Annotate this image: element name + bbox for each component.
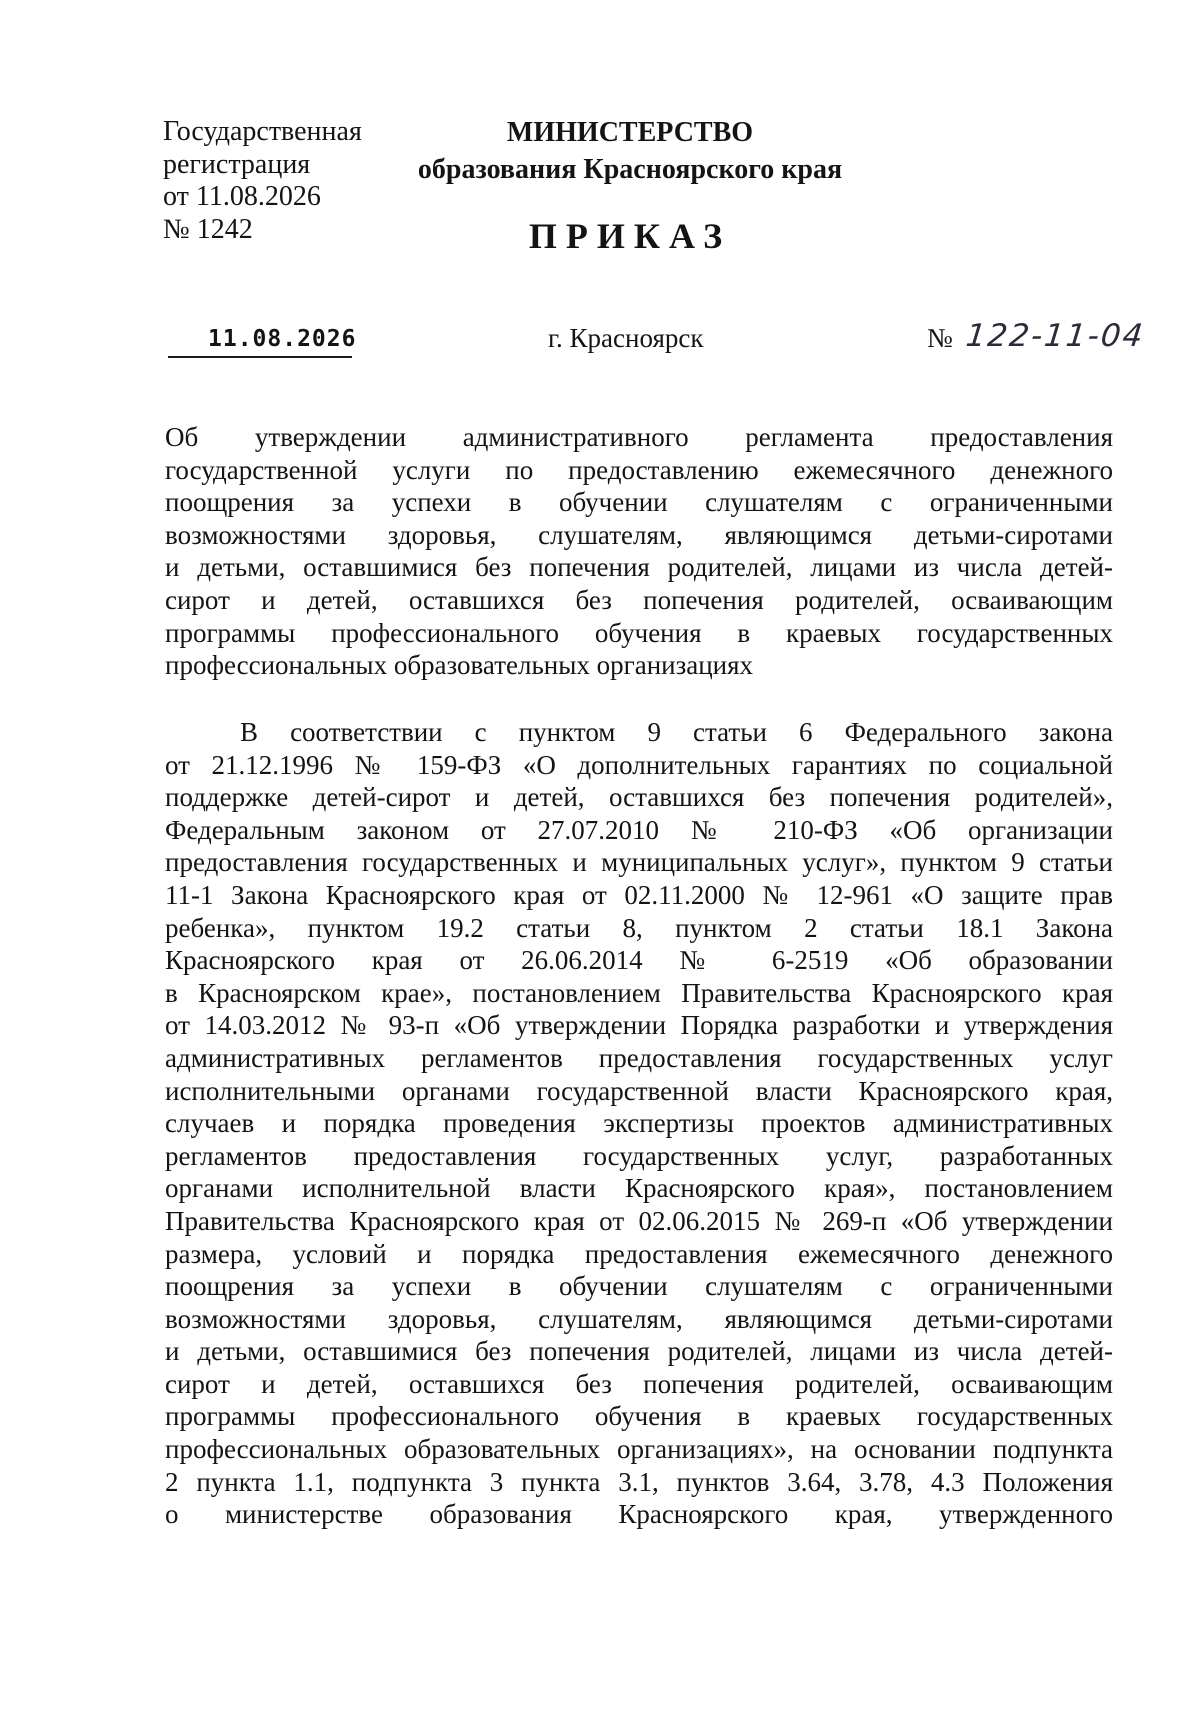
order-body bbox=[165, 716, 1113, 1531]
body-line: возможностями здоровья, слушателям, являющимся детьми-сиротами bbox=[165, 1303, 1113, 1334]
body-line: ребенка», пунктом 19.2 статьи 8, пунктом 2 статьи 18.1 Закона bbox=[165, 912, 1113, 943]
city: г. Красноярск bbox=[548, 323, 704, 353]
order-title: ПРИКАЗ bbox=[528, 216, 732, 256]
registration-line: регистрация bbox=[163, 148, 311, 180]
body-line: исполнительными органами государственной власти Красноярского края, bbox=[165, 1075, 1113, 1106]
body-line: о министерстве образования Красноярского края, утвержденного bbox=[165, 1499, 1113, 1530]
registration-block bbox=[163, 116, 362, 246]
body-line: Правительства Красноярского края от 02.06.2015 № 269-п «Об утверждении bbox=[165, 1205, 1113, 1236]
body-line: Федеральным законом от 27.07.2010 № 210-ФЗ «Об организации bbox=[165, 814, 1113, 845]
subject-line: сирот и детей, оставшихся без попечения родителей, осваивающим bbox=[165, 584, 1113, 615]
ministry-heading bbox=[400, 114, 860, 188]
order-subject bbox=[165, 421, 1113, 682]
subject-line: Об утверждении административного регламента предоставления bbox=[165, 422, 1113, 452]
subject-line: возможностями здоровья, слушателям, являющимся детьми-сиротами bbox=[165, 519, 1113, 550]
registration-number: № 1242 bbox=[163, 213, 253, 245]
body-line: поощрения за успехи в обучении слушателям с ограниченными bbox=[165, 1271, 1113, 1302]
body-line: административных регламентов предоставления государственных услуг bbox=[165, 1042, 1113, 1073]
date-field bbox=[168, 326, 357, 358]
ministry-subtitle: образования Красноярского края bbox=[417, 154, 843, 185]
body-line: регламентов предоставления государственных услуг, разработанных bbox=[165, 1140, 1113, 1171]
subject-line: профессиональных образовательных организациях bbox=[165, 650, 754, 681]
registration-date: от 11.08.2026 bbox=[163, 181, 321, 212]
body-line: в Красноярском крае», постановлением Правительства Красноярского края bbox=[165, 977, 1113, 1008]
body-line: от 21.12.1996 № 159-ФЗ «О дополнительных гарантиях по социальной bbox=[165, 749, 1113, 780]
body-line: Красноярского края от 26.06.2014 № 6-2519 «Об образовании bbox=[165, 945, 1113, 976]
order-date-stamp: 11.08.2026 bbox=[208, 326, 357, 352]
subject-line: государственной услуги по предоставлению ежемесячного денежного bbox=[165, 454, 1113, 485]
body-line: размера, условий и порядка предоставления ежемесячного денежного bbox=[165, 1238, 1113, 1269]
order-number-label: № bbox=[927, 323, 953, 353]
body-line: 2 пункта 1.1, подпункта 3 пункта 3.1, пунктов 3.64, 3.78, 4.3 Положения bbox=[165, 1466, 1113, 1497]
body-line: сирот и детей, оставшихся без попечения родителей, осваивающим bbox=[165, 1368, 1113, 1399]
subject-line: и детьми, оставшимися без попечения родителей, лицами из числа детей- bbox=[165, 552, 1113, 583]
ministry-title: МИНИСТЕРСТВО bbox=[506, 117, 754, 148]
registration-line: Государственная bbox=[163, 116, 362, 147]
body-line: органами исполнительной власти Красноярского края», постановлением bbox=[165, 1173, 1113, 1204]
subject-line: программы профессионального обучения в краевых государственных bbox=[165, 617, 1113, 648]
body-line: профессиональных образовательных организациях», на основании подпункта bbox=[165, 1434, 1113, 1465]
subject-line: поощрения за успехи в обучении слушателям с ограниченными bbox=[165, 487, 1113, 518]
body-line: предоставления государственных и муниципальных услуг», пунктом 9 статьи bbox=[165, 847, 1113, 878]
body-line: случаев и порядка проведения экспертизы проектов административных bbox=[165, 1108, 1113, 1139]
body-line: В соответствии с пунктом 9 статьи 6 Федерального закона bbox=[240, 717, 1113, 747]
body-line: поддержке детей-сирот и детей, оставшихся без попечения родителей», bbox=[165, 782, 1113, 813]
body-line: 11-1 Закона Красноярского края от 02.11.2000 № 12-961 «О защите прав bbox=[165, 879, 1113, 910]
body-line: программы профессионального обучения в краевых государственных bbox=[165, 1401, 1113, 1432]
order-number-handwritten: 122-11-04 bbox=[964, 318, 1147, 354]
body-line: от 14.03.2012 № 93-п «Об утверждении Порядка разработки и утверждения bbox=[165, 1010, 1113, 1041]
body-line: и детьми, оставшимися без попечения родителей, лицами из числа детей- bbox=[165, 1336, 1113, 1367]
